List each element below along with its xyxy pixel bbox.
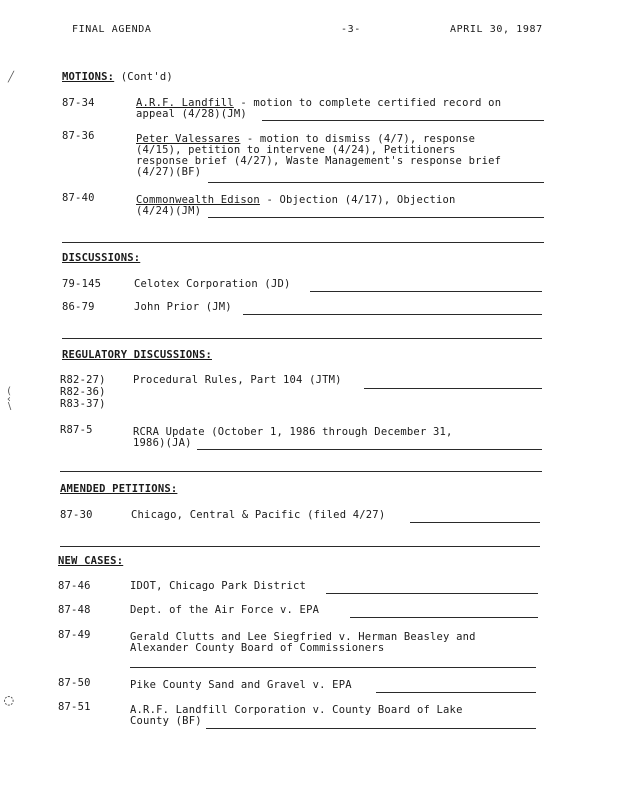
case-number: 79-145	[62, 278, 102, 290]
blank-line	[326, 593, 538, 594]
case-title: Pike County Sand and Gravel v. EPA	[130, 679, 352, 691]
section-motions	[62, 72, 173, 83]
blank-line	[376, 692, 536, 693]
motion-line: appeal (4/28)(JM)	[136, 108, 247, 120]
section-discussions: DISCUSSIONS:	[62, 252, 141, 264]
motion-text: - Objection (4/17), Objection	[259, 194, 456, 206]
blank-line	[208, 182, 544, 183]
section-suffix: (Cont'd)	[114, 71, 173, 83]
motion-line: (4/24)(JM)	[136, 205, 202, 217]
blank-line	[130, 667, 536, 668]
case-title: RCRA Update (October 1, 1986 through December 31,	[133, 426, 453, 438]
blank-line	[208, 217, 544, 218]
case-number: 87-50	[58, 677, 91, 689]
motion-text: - motion to dismiss (4/7), response	[240, 133, 476, 145]
case-title: 1986)(JA)	[133, 437, 192, 449]
blank-line	[60, 471, 542, 472]
case-title: A.R.F. Landfill Corporation v. County Board of Lake	[130, 704, 463, 716]
motion-line: response brief (4/27), Waste Management's response brief	[136, 155, 502, 167]
blank-line	[410, 522, 540, 523]
section-regulatory-discussions: REGULATORY DISCUSSIONS:	[62, 349, 212, 361]
case-title: John Prior (JM)	[134, 301, 232, 313]
margin-mark: ╱	[8, 72, 15, 83]
blank-line	[243, 314, 542, 315]
case-number: 87-34	[62, 97, 95, 109]
case-title: County (BF)	[130, 715, 202, 727]
blank-line	[350, 617, 538, 618]
case-title: Alexander County Board of Commissioners	[130, 642, 385, 654]
blank-line	[197, 449, 542, 450]
case-number: 87-40	[62, 192, 95, 204]
case-title: Chicago, Central & Pacific (filed 4/27)	[131, 509, 386, 521]
blank-line	[364, 388, 542, 389]
case-title: Gerald Clutts and Lee Siegfried v. Herman Beasley and	[130, 631, 476, 643]
case-title: IDOT, Chicago Park District	[130, 580, 307, 592]
blank-line	[60, 546, 540, 547]
case-number: 87-49	[58, 629, 91, 641]
case-number: 87-30	[60, 509, 93, 521]
case-number: 87-36	[62, 130, 95, 142]
case-number: R82-36)	[60, 386, 106, 398]
hole-punch-icon: ◌	[4, 690, 14, 709]
header-title: FINAL AGENDA	[72, 24, 152, 35]
blank-line	[62, 242, 544, 243]
motion-line: (4/27)(BF)	[136, 166, 202, 178]
case-title: Procedural Rules, Part 104 (JTM)	[133, 374, 342, 386]
motion-line: (4/15), petition to intervene (4/24), Petitioners	[136, 144, 456, 156]
case-number: R82-27)	[60, 374, 106, 386]
motion-text: - motion to complete certified record on	[233, 97, 502, 109]
section-title: MOTIONS:	[62, 71, 115, 83]
header-date: APRIL 30, 1987	[450, 24, 543, 35]
page-number: -3-	[341, 24, 361, 35]
case-number: R83-37)	[60, 398, 106, 410]
case-number: 87-48	[58, 604, 91, 616]
case-number: 87-46	[58, 580, 91, 592]
case-title: Celotex Corporation (JD)	[134, 278, 291, 290]
section-amended-petitions: AMENDED PETITIONS:	[60, 483, 178, 495]
blank-line	[262, 120, 544, 121]
case-number: 86-79	[62, 301, 95, 313]
case-name: A.R.F. Landfill	[136, 97, 234, 109]
case-number: R87-5	[60, 424, 93, 436]
case-name: Commonwealth Edison	[136, 194, 260, 206]
blank-line	[62, 338, 542, 339]
blank-line	[206, 728, 536, 729]
case-number: 87-51	[58, 701, 91, 713]
case-title: Dept. of the Air Force v. EPA	[130, 604, 320, 616]
margin-mark: ( ‹ ∖	[6, 386, 13, 413]
case-name: Peter Valessares	[136, 133, 241, 145]
section-new-cases: NEW CASES:	[58, 555, 124, 567]
blank-line	[310, 291, 542, 292]
